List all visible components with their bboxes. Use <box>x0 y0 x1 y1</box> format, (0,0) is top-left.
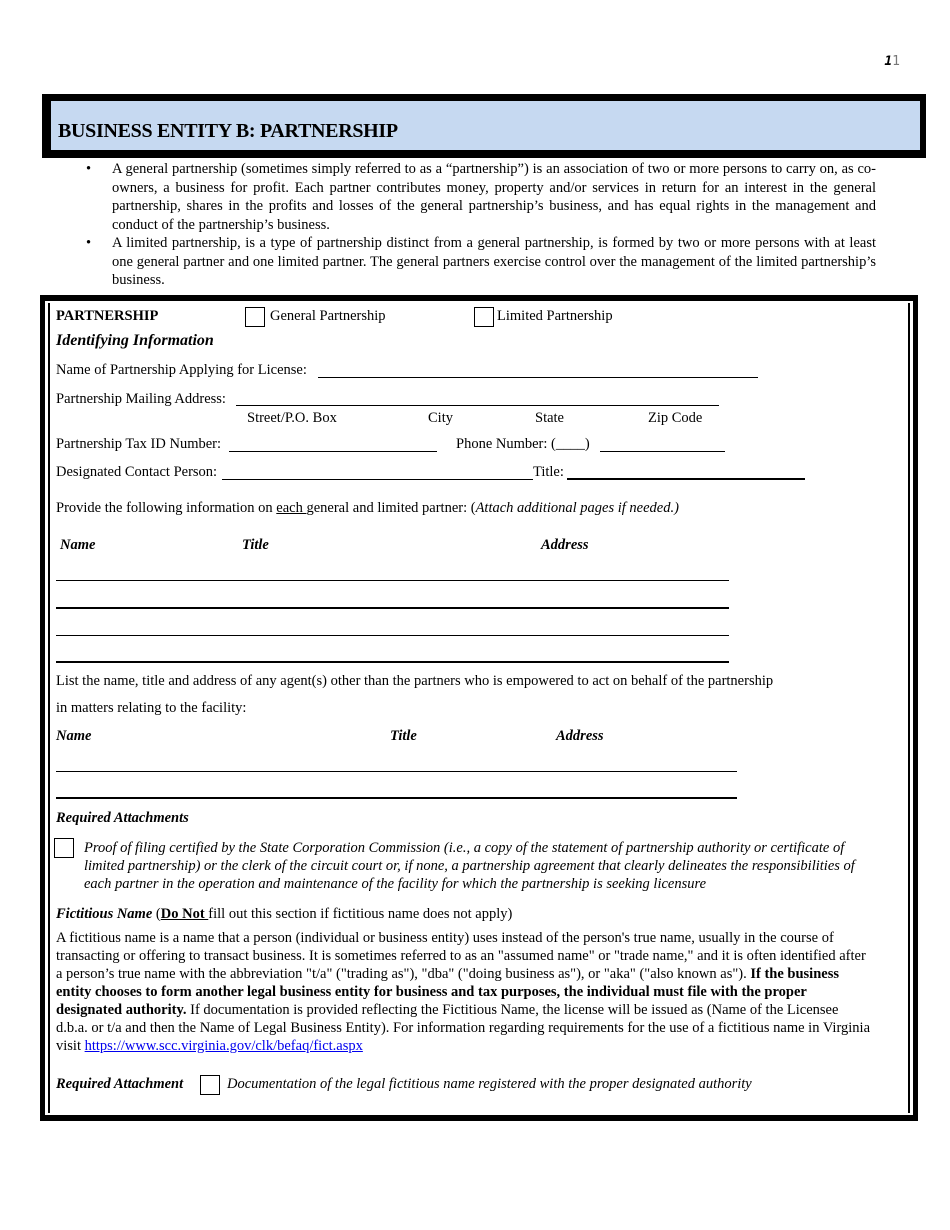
agent-row-2[interactable] <box>56 797 737 799</box>
agents-instructions-line2: in matters relating to the facility: <box>56 700 247 716</box>
page-number: 11 <box>884 54 900 69</box>
fictitious-documentation-text: Documentation of the legal fictitious name registered with the proper designated authority <box>227 1076 752 1092</box>
agents-col-name: Name <box>56 728 92 744</box>
identifying-info-heading: Identifying Information <box>56 332 214 349</box>
form-box-inner-left <box>48 303 50 1113</box>
fictitious-name-heading: Fictitious Name (Do Not fill out this section if fictitious name does not apply) <box>56 906 513 922</box>
partner-row-2[interactable] <box>56 607 729 609</box>
bullet-limited-partnership: • A limited partnership, is a type of partnership distinct from a general partnership, is formed by two or more persons with at least one general partner and one limited partner. The general partners exercise control over the management of the limited partnership’s business. <box>84 234 876 290</box>
limited-partnership-checkbox[interactable] <box>474 307 494 327</box>
partner-row-4[interactable] <box>56 661 729 663</box>
mailing-address-field[interactable] <box>236 405 719 406</box>
partners-col-address: Address <box>541 537 589 553</box>
state-label: State <box>535 410 564 426</box>
fictitious-documentation-checkbox[interactable] <box>200 1075 220 1095</box>
page-title: BUSINESS ENTITY B: PARTNERSHIP <box>58 120 398 142</box>
contact-person-field[interactable] <box>222 479 533 480</box>
agents-col-address: Address <box>556 728 604 744</box>
limited-partnership-label: Limited Partnership <box>497 308 613 324</box>
form-box-inner-right <box>908 303 910 1113</box>
partnership-name-label: Name of Partnership Applying for License: <box>56 362 307 378</box>
required-attachments-heading: Required Attachments <box>56 810 189 826</box>
city-label: City <box>428 410 453 426</box>
partners-instructions: Provide the following information on each general and limited partner: (Attach additional pages if needed.) <box>56 500 679 516</box>
tax-id-label: Partnership Tax ID Number: <box>56 436 222 452</box>
phone-label: Phone Number: (____) <box>456 436 590 452</box>
contact-title-label: Title: <box>533 464 564 480</box>
agents-instructions-line1: List the name, title and address of any agent(s) other than the partners who is empowered to act on behalf of the partnership <box>56 673 774 689</box>
partners-col-title: Title <box>242 537 269 553</box>
partners-col-name: Name <box>60 537 96 553</box>
general-partnership-checkbox[interactable] <box>245 307 265 327</box>
agent-row-1[interactable] <box>56 771 737 772</box>
proof-of-filing-checkbox[interactable] <box>54 838 74 858</box>
intro-bullets <box>84 160 876 290</box>
partnership-name-field[interactable] <box>318 377 758 378</box>
bullet-general-partnership: • A general partnership (sometimes simply referred to as a “partnership”) is an association of two or more persons to carry on, as co-owners, a business for profit. Each partner contributes money, property and/or services in return for an interest in the general partnership, shares in the profits and losses of the general partnership’s business, and has equal rights in the management and conduct of the partnership’s business. <box>84 160 876 234</box>
agents-col-title: Title <box>390 728 417 744</box>
phone-field[interactable] <box>600 451 725 452</box>
street-label: Street/P.O. Box <box>247 410 337 426</box>
mailing-address-label: Partnership Mailing Address: <box>56 391 226 407</box>
general-partnership-label: General Partnership <box>270 308 386 324</box>
required-attachment-label: Required Attachment <box>56 1076 184 1092</box>
proof-of-filing-text: Proof of filing certified by the State Corporation Commission (i.e., a copy of the statement of partnership authority or certificate of limited partnership) or the clerk of the circuit court or, if none, a partnership agreement that clearly delineates the responsibilities of each partner in the operation and maintenance of the facility for which the partnership is seeking licensure <box>84 840 855 892</box>
tax-id-field[interactable] <box>229 451 437 452</box>
partner-row-3[interactable] <box>56 635 729 636</box>
fictitious-name-description: A fictitious name is a name that a person (individual or business entity) uses instead of the person's true name, usually in the course of transacting or offering to transact business. It is sometimes referred to as an "assumed name" or "trade name," and it is often identified after a person’s true name with the abbreviation "t/a" ("trading as"), "dba" ("doing business as"), or "aka" ("also known as"). If the business entity chooses to form another legal business entity for business and tax purposes, the individual must file with the proper designated authority. If documentation is provided reflecting the Fictitious Name, the license will be issued as (Name of the Licensee d.b.a. or t/a and then the Name of Legal Business Entity). For information regarding requirements for the use of a fictitious name in Virginia visit https://www.scc.virginia.gov/clk/befaq/fict.aspx <box>56 930 871 1054</box>
fictitious-name-link[interactable]: https://www.scc.virginia.gov/clk/befaq/fict.aspx <box>84 1038 363 1054</box>
contact-title-field[interactable] <box>567 478 805 480</box>
zip-label: Zip Code <box>648 410 703 426</box>
partnership-label: PARTNERSHIP <box>56 308 159 324</box>
contact-person-label: Designated Contact Person: <box>56 464 218 480</box>
partner-row-1[interactable] <box>56 580 729 581</box>
